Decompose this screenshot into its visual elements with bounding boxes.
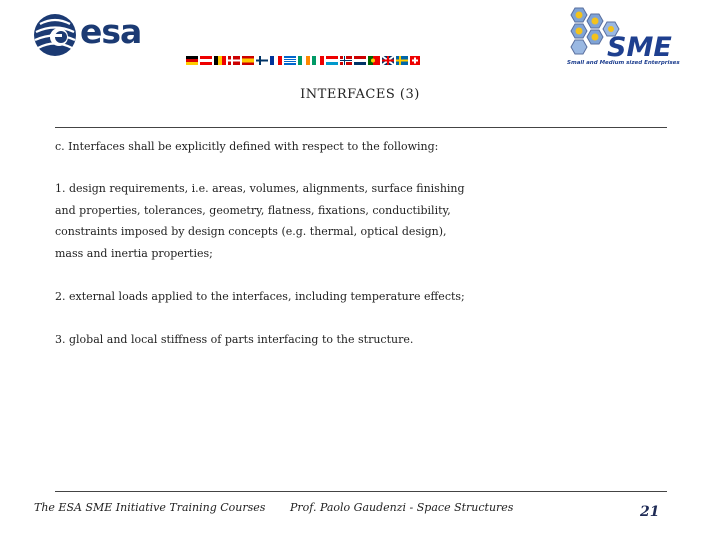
list-item-1-line-2: and properties, tolerances, geometry, flatness, fixations, conductibility, <box>55 203 451 217</box>
list-item-1-line-3: constraints imposed by design concepts (e.g. thermal, optical design), <box>55 225 447 238</box>
list-item-1 <box>55 178 465 264</box>
list-item-1-line-1: 1. design requirements, i.e. areas, volumes, alignments, surface finishing <box>55 182 465 195</box>
list-item-2-line-1: 2. external loads applied to the interfaces, including temperature effects; <box>55 290 465 303</box>
list-item-3-line-1: 3. global and local stiffness of parts interfacing to the structure. <box>55 333 414 346</box>
esa-globe-icon <box>32 12 78 58</box>
member-state-flags-icon <box>186 54 426 66</box>
list-item-2 <box>55 286 465 308</box>
footer-divider <box>55 491 667 492</box>
esa-wordmark: esa <box>80 12 142 51</box>
page-number: 21 <box>640 504 660 520</box>
footer-course-name: The ESA SME Initiative Training Courses <box>34 501 266 514</box>
intro-paragraph: c. Interfaces shall be explicitly defined with respect to the following: <box>55 140 439 153</box>
slide-title <box>0 87 720 102</box>
sme-tagline: Small and Medium sized Enterprises <box>567 60 680 66</box>
esa-logo <box>30 10 190 60</box>
footer-author: Prof. Paolo Gaudenzi - Space Structures <box>290 501 514 514</box>
list-item-1-line-4: mass and inertia properties; <box>55 246 213 260</box>
sme-logo <box>555 4 690 70</box>
title-divider <box>55 127 667 128</box>
slide-title-text: INTERFACES (3) <box>300 87 420 102</box>
sme-wordmark: SME <box>607 32 672 63</box>
list-item-3 <box>55 329 413 351</box>
